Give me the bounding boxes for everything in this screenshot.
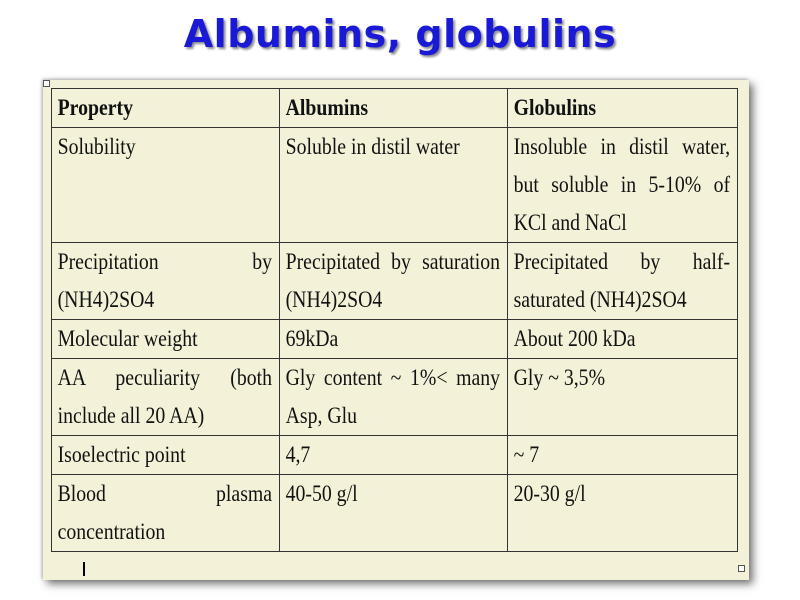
table-cell (508, 320, 706, 359)
table-row (52, 436, 738, 475)
cell-text: 20-30 g/l (513, 481, 586, 506)
slide-title: Albumins, globulins (183, 12, 617, 56)
resize-handle-top-left[interactable] (43, 80, 50, 87)
resize-handle-bottom-right[interactable] (738, 565, 745, 572)
cell-text: Precipitated by half-saturated (NH4)2SO4 (513, 249, 730, 312)
cell-text: Insoluble in distil water, but soluble in 5-10% of KCl and NaCl (513, 134, 730, 235)
cell-text: Isoelectric point (57, 442, 186, 467)
cell-text: Precipitation by (NH4)2SO4 (57, 249, 272, 312)
cell-text: Molecular weight (57, 326, 198, 351)
table-row (52, 359, 738, 436)
table-cell (280, 128, 476, 243)
table-cell (508, 359, 706, 436)
table-cell (508, 243, 730, 320)
table-row (52, 320, 738, 359)
cell-text: 69kDa (285, 326, 338, 351)
cell-text: Solubility (57, 134, 136, 159)
cell-text: Gly ~ 3,5% (513, 365, 605, 390)
cell-text: About 200 kDa (513, 326, 636, 351)
cell-text: Gly content ~ 1%< many Asp, Glu (285, 365, 500, 428)
header-globulins (508, 89, 706, 128)
table-row (52, 128, 738, 243)
header-albumins (280, 89, 476, 128)
table-cell (52, 475, 272, 552)
table-cell (52, 436, 248, 475)
table-cell (508, 436, 706, 475)
header-albumins-text: Albumins (285, 95, 368, 120)
cell-text: Blood plasma concentration (57, 481, 272, 544)
table-header-row (52, 89, 738, 128)
table-row (52, 475, 738, 552)
table-row (52, 243, 738, 320)
table-cell (52, 359, 272, 436)
table-cell (280, 475, 476, 552)
table-cell (52, 128, 248, 243)
header-property-text: Property (57, 95, 133, 120)
cell-text: Soluble in distil water (285, 134, 460, 159)
header-property (52, 89, 248, 128)
text-cursor (83, 562, 85, 576)
table-cell (280, 359, 500, 436)
cell-text: ~ 7 (513, 442, 539, 467)
table-cell (508, 475, 706, 552)
table-cell (52, 243, 272, 320)
table-cell (280, 243, 500, 320)
cell-text: Precipitated by saturation (NH4)2SO4 (285, 249, 500, 312)
table-cell (508, 128, 730, 243)
cell-text: 40-50 g/l (285, 481, 358, 506)
cell-text: AA peculiarity (both include all 20 AA) (57, 365, 272, 428)
table-cell (52, 320, 248, 359)
table-picture[interactable] (43, 80, 749, 580)
table-cell (280, 436, 476, 475)
header-globulins-text: Globulins (513, 95, 596, 120)
cell-text: 4,7 (285, 442, 310, 467)
properties-table (51, 88, 738, 552)
table-cell (280, 320, 476, 359)
